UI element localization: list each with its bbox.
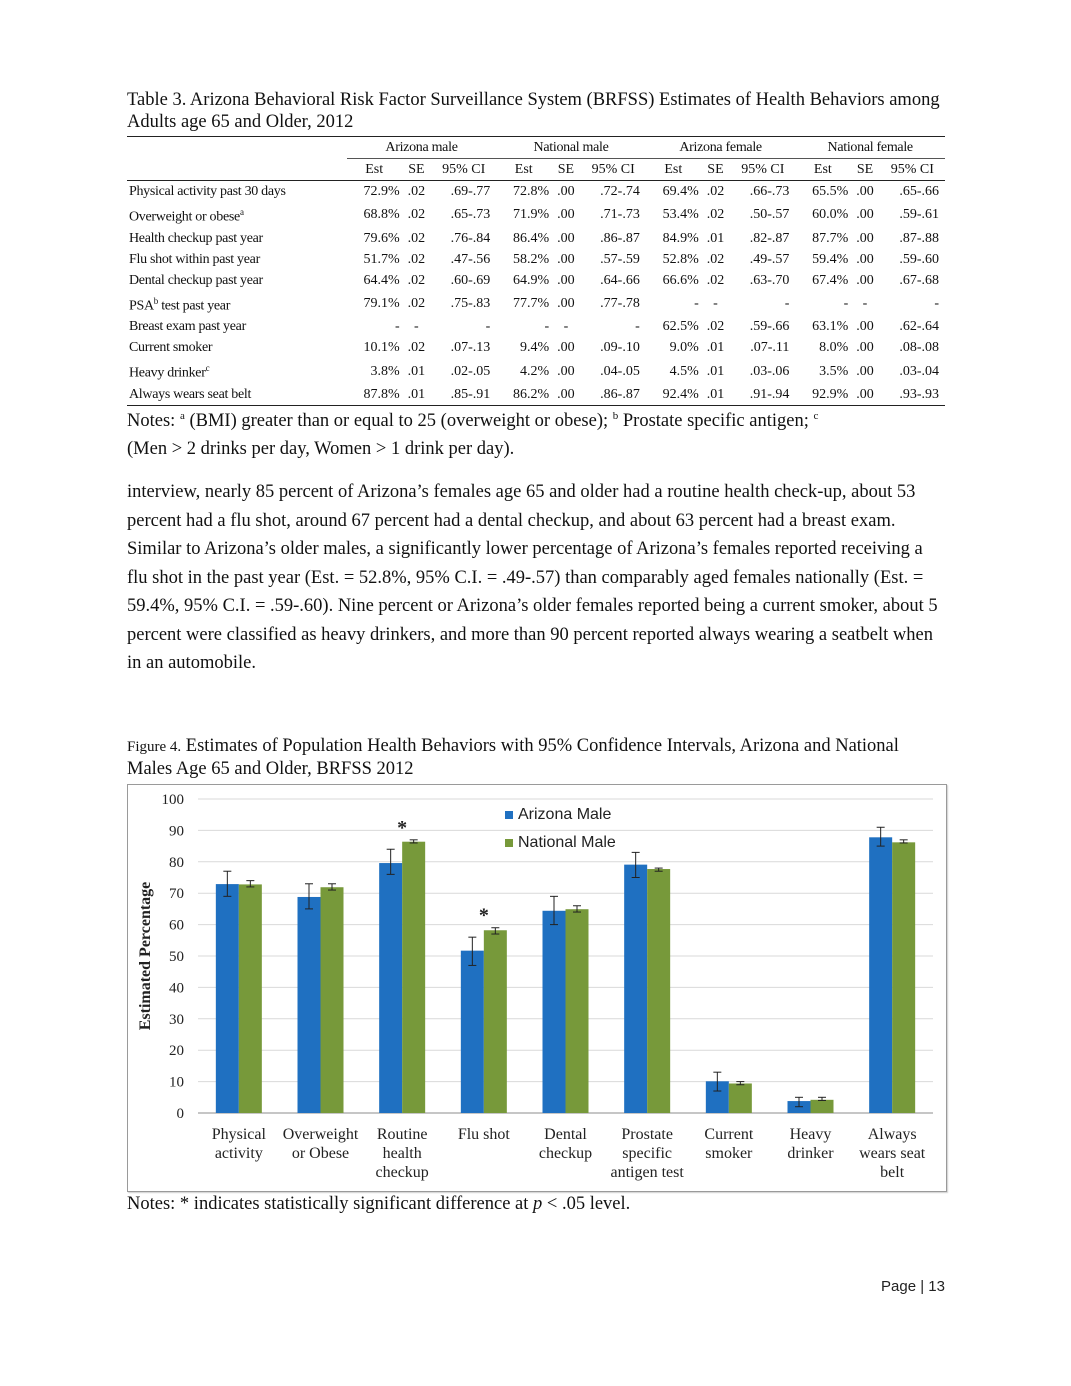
table-cell-se: -: [713, 295, 718, 311]
table-cell-est: 52.8%: [662, 251, 699, 267]
subheader-ci: 95% CI: [581, 159, 646, 181]
table-cell-se: .00: [557, 207, 575, 223]
bar-national: [892, 842, 915, 1113]
notes-prefix: Notes:: [127, 411, 180, 432]
category-label: Flu shot: [457, 1126, 510, 1143]
table-cell-est: 9.4%: [520, 340, 550, 356]
table-cell-est: 64.9%: [513, 272, 550, 288]
table-cell-ci: .93-.93: [880, 384, 945, 406]
table-cell-est: 9.0%: [669, 340, 699, 356]
table-cell-se: .02: [706, 251, 725, 267]
table-cell-est: 92.4%: [646, 384, 701, 406]
category-label: Dental: [544, 1126, 587, 1143]
subheader-se: SE: [850, 159, 879, 181]
table-corner-cell: [127, 137, 347, 159]
figure-title: Estimates of Population Health Behaviors with 95% Confidence Intervals, Arizona and National Males Age 65 and Older, BRFSS 2012: [127, 736, 899, 779]
subheader-est: Est: [347, 159, 402, 181]
table-cell-se: .00: [551, 384, 580, 406]
legend-label: National Male: [518, 834, 616, 851]
table-cell-ci: .76-.84: [450, 230, 491, 246]
legend-swatch: [505, 811, 513, 819]
table-caption: Table 3. Arizona Behavioral Risk Factor Surveillance System (BRFSS) Estimates of Health Behaviors among Adults age 65 and Older, 2012: [127, 90, 940, 132]
legend-swatch: [505, 839, 513, 847]
figure-caption: [127, 735, 947, 780]
table-cell-est: 86.4%: [513, 230, 550, 246]
y-axis-title: Estimated Percentage: [137, 881, 154, 1031]
table-cell-est: 67.4%: [812, 272, 849, 288]
bar-chart: [128, 785, 946, 1191]
table-row: [127, 358, 945, 384]
subheader-se: SE: [701, 159, 730, 181]
row-label-suffix: test past year: [158, 298, 231, 314]
table-cell-ci: .91-.94: [730, 384, 795, 406]
table-cell-se: .00: [856, 184, 874, 199]
significance-marker: *: [397, 816, 408, 839]
table-cell-se: .02: [706, 272, 725, 288]
figure-label: Figure 4.: [127, 739, 182, 755]
note-text-a: (BMI) greater than or equal to 25 (overweight or obese);: [184, 411, 613, 432]
figure-notes: [127, 1192, 630, 1216]
table-group-header-row: [127, 137, 945, 159]
table-cell-se: .02: [706, 319, 725, 335]
category-label: specific: [622, 1145, 673, 1162]
table-cell-ci: .86-.87: [600, 230, 640, 246]
subheader-est: Est: [496, 159, 551, 181]
category-label: drinker: [787, 1145, 834, 1162]
category-label: Prostate: [621, 1126, 673, 1143]
row-label-text: Always wears seat belt: [129, 386, 252, 402]
table-row: [127, 337, 945, 358]
bar-arizona: [869, 837, 892, 1113]
table-cell-ci: .86-.87: [581, 384, 646, 406]
table-cell-est: 77.7%: [513, 295, 550, 311]
row-label-text: Overweight or obese: [129, 209, 240, 225]
table-cell-est: 87.8%: [347, 384, 402, 406]
row-label: [127, 316, 347, 337]
table-cell-est: 8.0%: [819, 340, 849, 356]
table-cell-se: .01: [701, 384, 730, 406]
subheader-ci: 95% CI: [431, 159, 496, 181]
category-label: wears seat: [859, 1145, 926, 1162]
table-cell-ci: .59-.61: [899, 207, 939, 223]
y-tick-label: 90: [169, 823, 184, 840]
bar-arizona: [298, 897, 321, 1113]
bar-national: [239, 884, 262, 1113]
table-cell-ci: .65-.73: [450, 207, 491, 223]
table-corner-cell: [127, 159, 347, 181]
table-cell-est: 66.6%: [662, 272, 699, 288]
subheader-ci: 95% CI: [880, 159, 945, 181]
table-cell-ci: .07-.11: [750, 340, 790, 356]
bar-arizona: [379, 863, 402, 1113]
category-label: checkup: [538, 1145, 593, 1162]
table-cell-ci: .66-.73: [749, 184, 790, 199]
table-cell-se: .02: [407, 184, 426, 199]
table-cell-est: 84.9%: [662, 230, 699, 246]
category-label: Routine: [376, 1126, 428, 1143]
table-cell-est: 69.4%: [662, 184, 699, 199]
bar-national: [402, 842, 425, 1113]
table-cell-ci: .87-.88: [899, 230, 939, 246]
row-label-sup: c: [205, 363, 210, 374]
row-label-text: Physical activity past 30 days: [129, 184, 286, 199]
table-cell-ci: .67-.68: [899, 272, 939, 288]
note-text-b: Prostate specific antigen;: [618, 411, 814, 432]
table-subheader-row: [127, 159, 945, 181]
table-cell-ci: .82-.87: [749, 230, 790, 246]
table-row: [127, 249, 945, 270]
figure-notes-suffix: < .05 level.: [542, 1194, 631, 1214]
table-cell-se: -: [862, 295, 868, 311]
table-cell-est: 72.9%: [363, 184, 400, 199]
row-label-text: Flu shot within past year: [129, 251, 260, 267]
row-label: [127, 202, 347, 228]
table-cell-ci: .47-.56: [450, 251, 491, 267]
table-cell-ci: -: [635, 319, 640, 335]
table-cell-se: .00: [856, 340, 874, 356]
bar-national: [321, 887, 344, 1113]
category-label: Physical: [211, 1126, 266, 1143]
table-cell-ci: .71-.73: [600, 207, 640, 223]
row-label: [127, 291, 347, 317]
table-cell-se: .00: [856, 319, 874, 335]
table-cell-ci: .75-.83: [450, 295, 491, 311]
table-cell-est: 87.7%: [812, 230, 849, 246]
table-row: [127, 228, 945, 249]
row-label: [127, 249, 347, 270]
table-row: [127, 316, 945, 337]
table-cell-se: .01: [402, 384, 431, 406]
table-cell-est: 53.4%: [662, 207, 699, 223]
table-cell-se: -: [563, 319, 569, 335]
table-cell-ci: .62-.64: [899, 319, 939, 335]
y-tick-label: 20: [169, 1043, 184, 1060]
row-label-sup: b: [153, 295, 158, 306]
y-tick-label: 100: [161, 792, 184, 808]
category-label: Always: [867, 1126, 917, 1143]
table-cell-est: 71.9%: [513, 207, 550, 223]
table-cell-est: 68.8%: [363, 207, 400, 223]
table-body: [127, 181, 945, 406]
table-cell-se: .02: [407, 230, 426, 246]
table-cell-ci: -: [934, 295, 939, 311]
row-label-text: Dental checkup past year: [129, 272, 263, 288]
table-cell-est: 79.6%: [363, 230, 400, 246]
table-cell-ci: -: [784, 295, 790, 311]
table-cell-ci: .07-.13: [450, 340, 491, 356]
table-cell-se: .00: [557, 363, 575, 379]
table-cell-se: .02: [706, 184, 725, 199]
table-cell-est: -: [694, 295, 699, 311]
bar-arizona: [216, 884, 239, 1113]
bar-arizona: [461, 951, 484, 1113]
row-label-text: Heavy drinker: [129, 365, 206, 381]
table-row: [127, 181, 945, 203]
category-label: Overweight: [282, 1126, 359, 1143]
row-label: [127, 228, 347, 249]
row-label: [127, 270, 347, 291]
y-tick-label: 0: [176, 1106, 184, 1122]
table-cell-est: -: [395, 319, 400, 335]
table-cell-se: .01: [706, 340, 725, 356]
table-cell-se: .00: [557, 184, 575, 199]
row-label-text: Health checkup past year: [129, 230, 263, 246]
y-tick-label: 40: [169, 980, 184, 997]
table-cell-est: 79.1%: [363, 295, 400, 311]
row-label: [127, 358, 347, 384]
table-cell-est: 60.0%: [812, 207, 849, 223]
figure-notes-prefix: Notes: * indicates statistically significant difference at: [127, 1194, 534, 1214]
bar-national: [811, 1100, 834, 1113]
y-tick-label: 50: [169, 949, 184, 965]
y-tick-label: 60: [169, 917, 184, 934]
table-cell-est: 63.1%: [812, 319, 849, 335]
table-cell-se: .00: [557, 230, 575, 246]
table-cell-ci: .49-.57: [749, 251, 790, 267]
table-cell-ci: .85-.91: [431, 384, 496, 406]
group-header-arizona-male: Arizona male: [347, 137, 497, 159]
significance-marker: *: [478, 904, 489, 927]
table-cell-ci: .59-.60: [899, 251, 939, 267]
table-cell-est: -: [843, 295, 849, 311]
table-cell-est: 3.8%: [370, 363, 400, 379]
table-cell-ci: .65-.66: [899, 184, 939, 199]
category-label: checkup: [375, 1164, 429, 1181]
category-label: activity: [214, 1145, 263, 1162]
table-cell-ci: .09-.10: [600, 340, 640, 356]
table-cell-est: 51.7%: [363, 251, 400, 267]
table-cell-ci: .77-.78: [600, 295, 640, 311]
category-label: Current: [704, 1126, 754, 1143]
table-cell-se: .00: [557, 272, 575, 288]
category-label: smoker: [705, 1145, 753, 1162]
table-cell-se: .00: [856, 272, 874, 288]
subheader-est: Est: [646, 159, 701, 181]
table-cell-se: .01: [706, 363, 725, 379]
bar-national: [729, 1083, 752, 1113]
row-label: [127, 337, 347, 358]
y-tick-label: 10: [169, 1074, 184, 1091]
table-cell-ci: .04-.05: [600, 363, 640, 379]
table-cell-est: -: [544, 319, 550, 335]
table-cell-se: .02: [706, 207, 725, 223]
group-header-national-female: National female: [795, 137, 945, 159]
table-cell-se: .02: [407, 340, 426, 356]
table-cell-est: 86.2%: [496, 384, 551, 406]
table-cell-ci: .72-.74: [600, 184, 640, 199]
body-paragraph: interview, nearly 85 percent of Arizona’s females age 65 and older had a routine health check-up, about 53 percent had a flu shot, around 67 percent had a dental checkup, and about 63 percent had a breast exam. Similar to Arizona’s older males, a significantly lower percentage of Arizona’s females reported receiving a flu shot in the past year (Est. = 52.8%, 95% C.I. = .49-.57) than comparably aged females nationally (Est. = 59.4%, 95% C.I. = .59-.60). Nine percent or Arizona’s older females reported being a current smoker, about 5 percent were classified as heavy drinkers, and more than 90 percent reported always wearing a seatbelt when in an automobile.: [127, 482, 938, 673]
note-sup-a: a: [179, 410, 185, 422]
table-cell-est: 4.2%: [520, 363, 550, 379]
table-cell-ci: .08-.08: [899, 340, 939, 356]
row-label: [127, 181, 347, 203]
table-cell-se: .00: [856, 251, 874, 267]
subheader-se: SE: [402, 159, 431, 181]
table-cell-ci: .64-.66: [600, 272, 640, 288]
category-label: belt: [880, 1164, 905, 1181]
table-row: [127, 202, 945, 228]
table-cell-se: .02: [407, 272, 426, 288]
subheader-ci: 95% CI: [730, 159, 795, 181]
table-cell-ci: .03-.06: [749, 363, 790, 379]
table-cell-se: .00: [557, 295, 575, 311]
table-cell-est: 64.4%: [363, 272, 400, 288]
table-notes: [127, 402, 947, 463]
category-label: Heavy: [789, 1126, 832, 1143]
table-cell-est: 72.8%: [513, 184, 550, 199]
row-label-text: Current smoker: [129, 340, 213, 356]
bar-national: [647, 869, 670, 1113]
legend-label: Arizona Male: [518, 806, 612, 823]
page-number: Page | 13: [881, 1278, 945, 1295]
table-cell-ci: .03-.04: [899, 363, 939, 379]
table-cell-se: .01: [706, 230, 725, 246]
note-sup-c: c: [813, 410, 819, 422]
subheader-se: SE: [551, 159, 580, 181]
table-cell-ci: -: [485, 319, 491, 335]
table-cell-est: 3.5%: [819, 363, 849, 379]
table-cell-est: 65.5%: [812, 184, 849, 199]
table-cell-ci: .02-.05: [450, 363, 491, 379]
table-cell-se: .01: [407, 363, 426, 379]
category-label: antigen test: [610, 1164, 684, 1181]
note-text-c: (Men > 2 drinks per day, Women > 1 drink per day).: [127, 439, 515, 460]
table-cell-se: .00: [856, 207, 874, 223]
table-cell-est: 58.2%: [513, 251, 550, 267]
group-header-arizona-female: Arizona female: [646, 137, 796, 159]
category-label: health: [382, 1145, 422, 1162]
bar-national: [484, 930, 507, 1113]
category-label: or Obese: [291, 1145, 350, 1162]
table-cell-ci: .57-.59: [600, 251, 640, 267]
table-cell-se: -: [414, 319, 419, 335]
behaviors-table: [127, 136, 945, 406]
table-cell-se: .02: [407, 207, 426, 223]
y-tick-label: 80: [169, 854, 184, 871]
table-cell-ci: .50-.57: [749, 207, 790, 223]
bar-arizona: [624, 865, 647, 1113]
table-cell-est: 59.4%: [812, 251, 849, 267]
table-cell-se: .00: [856, 230, 874, 246]
table-cell-ci: .60-.69: [450, 272, 491, 288]
table-cell-se: .00: [856, 363, 874, 379]
group-header-national-male: National male: [496, 137, 646, 159]
chart-frame: [127, 784, 947, 1192]
table-cell-ci: .59-.66: [749, 319, 790, 335]
table-cell-est: 4.5%: [669, 363, 699, 379]
table-cell-ci: .63-.70: [749, 272, 790, 288]
table-cell-se: .00: [850, 384, 879, 406]
table-cell-est: 92.9%: [795, 384, 850, 406]
row-label-text: Breast exam past year: [129, 319, 246, 335]
table-row: [127, 291, 945, 317]
table-cell-se: .02: [407, 295, 426, 311]
table-cell-se: .02: [407, 251, 426, 267]
row-label-text: PSA: [129, 298, 154, 314]
table-cell-se: .00: [557, 251, 575, 267]
table-cell-ci: .69-.77: [450, 184, 491, 199]
table-cell-est: 62.5%: [662, 319, 699, 335]
table-cell-se: .00: [557, 340, 575, 356]
table-cell-est: 10.1%: [363, 340, 400, 356]
row-label-sup: a: [239, 207, 244, 217]
figure-notes-p: p: [533, 1194, 543, 1214]
bar-arizona: [543, 911, 566, 1113]
note-sup-b: b: [612, 410, 619, 422]
y-tick-label: 70: [169, 886, 184, 903]
bar-national: [566, 909, 589, 1113]
y-tick-label: 30: [169, 1011, 184, 1028]
table-row: [127, 270, 945, 291]
subheader-est: Est: [795, 159, 850, 181]
